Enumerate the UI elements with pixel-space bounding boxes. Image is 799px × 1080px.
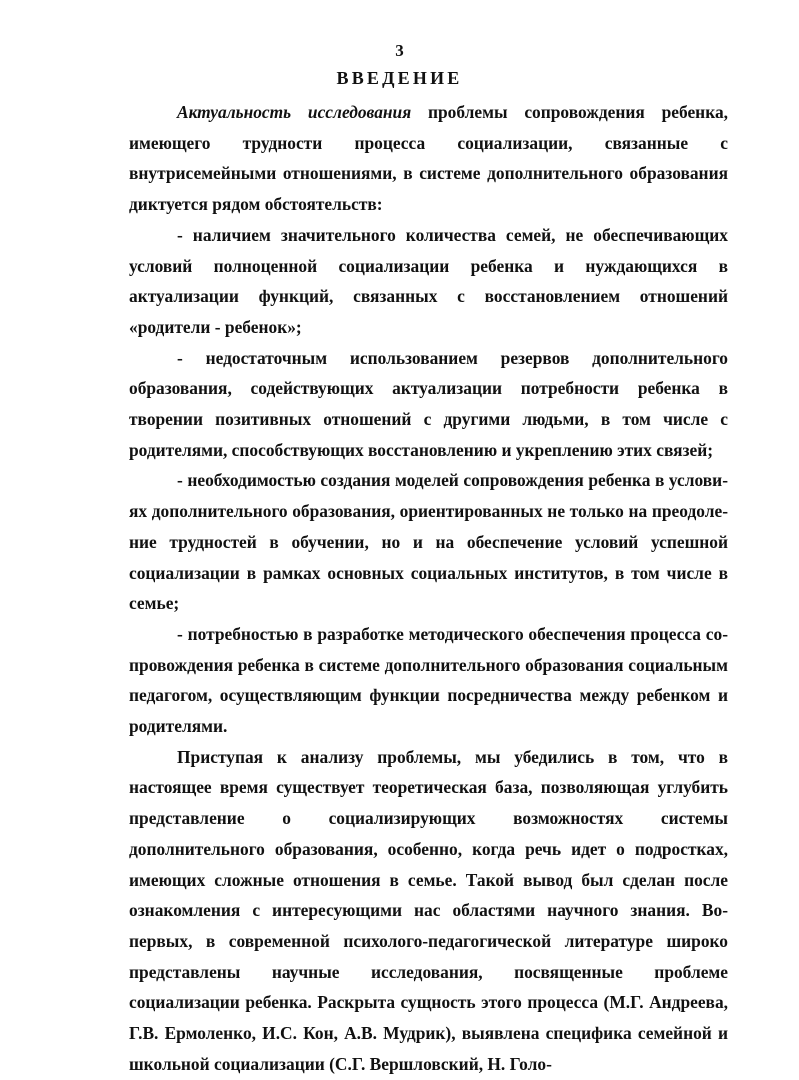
section-title: ВВЕДЕНИЕ [336, 68, 463, 88]
list-item-reserves: - недостаточным использованием резервов дополнительного образования, содействующих актуализации потребности ребенка в творении позитивных отношений с другими людьми, в том числе с родителями, способствующих восстановлению и укреплению этих связей; [129, 347, 728, 460]
relevance-text: проблемы сопровождения ребенка, имеющего трудности процесса социализации, связанные с внутрисемейными отношениями, в системе дополнительного образования диктуется рядом обстоятельств: [129, 102, 728, 215]
list-item-methodology: - потребностью в разработке методического обеспечения процесса сопровождения ребенка в системе дополнительного образования социальным педагогом, осуществляющим функции посредничества между ребенком и родителями. [129, 623, 728, 737]
relevance-lead: Актуальность исследования [177, 102, 412, 122]
list-item-families: - наличием значительного количества семей, не обеспечивающих условий полноценной социализации ребенка и нуждающихся в актуализации функций, связанных с восстановлением отношений «родители - ребенок»; [129, 224, 728, 337]
page-number: 3 [395, 41, 404, 60]
paragraph-analysis: Приступая к анализу проблемы, мы убедились в том, что в настоящее время существует теоретическая база, позволяющая углубить представление о социализирующих возможностях системы дополнительного образования, особенно, когда речь идет о подростках, имеющих сложные отношения в семье. Такой вывод был сделан после ознакомления с интересующими нас областями научного знания. Во-первых, в современной психолого-педагогической литературе широко представлены научные исследования, посвященные проблеме социализации ребенка. Раскрыта сущность этого процесса (М.Г. Андреева, Г.В. Ермоленко, И.С. Кон, А.В. Мудрик), выявлена специфика семейной и школьной социализации (С.Г. Вершловский, Н. Голо- [129, 746, 728, 1074]
paragraph-relevance [129, 97, 728, 220]
body-text [129, 97, 728, 1080]
list-item-models: - необходимостью создания моделей сопровождения ребенка в условиях дополнительного образования, ориентированных не только на преодоление трудностей в обучении, но и на обеспечение условий успешной социализации в рамках основных социальных институтов, в том числе в семье; [129, 470, 728, 614]
